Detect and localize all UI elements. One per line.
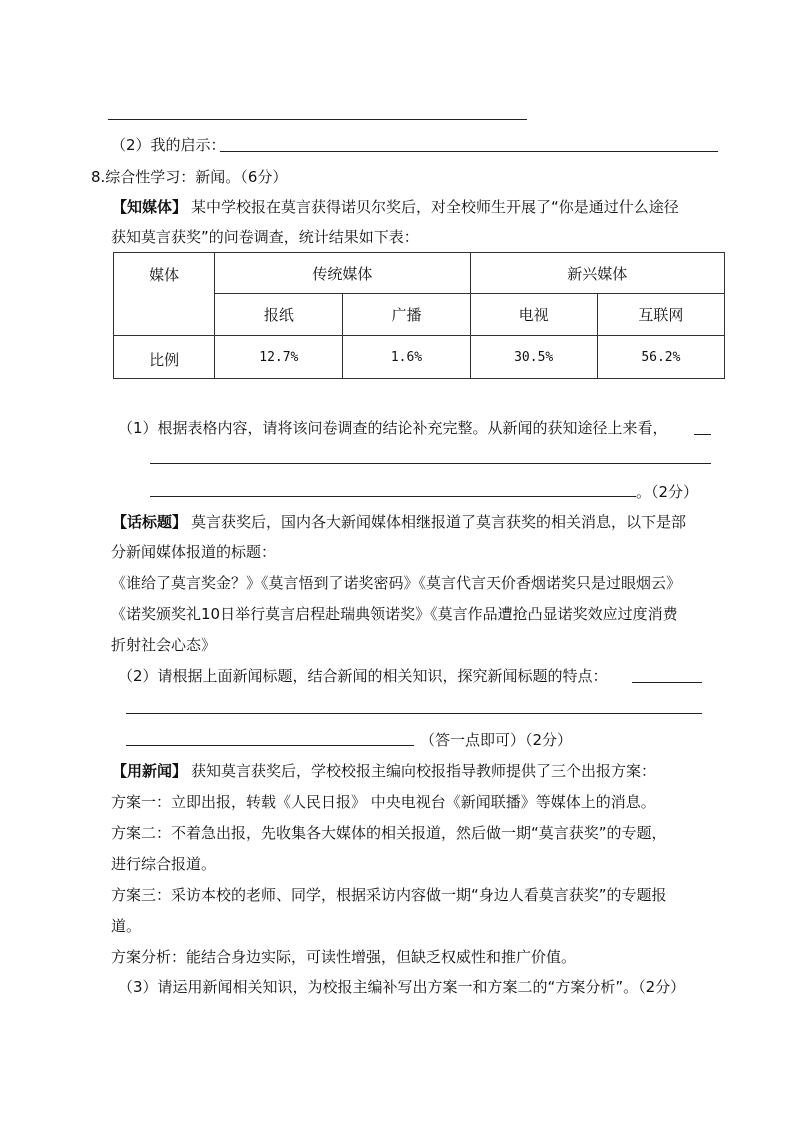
answer-line xyxy=(150,463,711,464)
answer-line xyxy=(108,119,527,120)
answer-line xyxy=(632,682,702,683)
answer-line xyxy=(694,434,711,435)
survey-table xyxy=(113,252,725,379)
part2-tag: 【话标题】 xyxy=(112,513,188,531)
value-cell: 56.2% xyxy=(597,336,724,379)
headlines-line1: 《谁给了莫言奖金？》《莫言悟到了诺奖密码》《莫言代言天价香烟诺奖只是过眼烟云》 xyxy=(111,574,682,592)
headlines-line3: 折射社会心态》 xyxy=(111,636,217,654)
question2-suffix: （答一点即可）（2分） xyxy=(420,731,573,749)
question2-text: （2）请根据上面新闻标题，结合新闻的相关知识，探究新闻标题的特点： xyxy=(118,667,608,685)
question-heading: 8.综合性学习：新闻。（6分） xyxy=(91,168,288,186)
plan2-line1: 方案二：不着急出报，先收集各大媒体的相关报道，然后做一期“莫言获奖”的专题， xyxy=(111,824,667,842)
value-cell: 1.6% xyxy=(343,336,470,379)
part1-intro-line2: 获知莫言获奖”的问卷调查，统计结果如下表： xyxy=(111,228,419,246)
headlines-line2: 《诺奖颁奖礼10日举行莫言启程赴瑞典领诺奖》《莫言作品遭抢凸显诺奖效应过度消费 xyxy=(111,605,678,623)
plan3-line1: 方案三：采访本校的老师、同学，根据采访内容做一期“身边人看莫言获奖”的专题报 xyxy=(111,886,667,904)
answer-line xyxy=(220,151,718,152)
value-cell: 12.7% xyxy=(215,336,343,379)
value-cell: 30.5% xyxy=(470,336,597,379)
question1-suffix: 。（2分） xyxy=(636,483,699,501)
plan1: 方案一：立即出报，转载《人民日报》 中央电视台《新闻联播》等媒体上的消息。 xyxy=(111,793,656,811)
part1-tag: 【知媒体】 xyxy=(112,198,188,216)
part2-intro-line1: 莫言获奖后，国内各大新闻媒体相继报道了莫言获奖的相关消息，以下是部 xyxy=(191,513,687,531)
column-header: 互联网 xyxy=(597,294,724,336)
question3-text: （3）请运用新闻相关知识，为校报主编补写出方案一和方案二的“方案分析”。（2分） xyxy=(118,978,686,996)
part1-intro-line1: 某中学校报在莫言获得诺贝尔奖后，对全校师生开展了“你是通过什么途径 xyxy=(191,198,679,216)
column-header: 电视 xyxy=(470,294,597,336)
part2-intro-line2: 分新闻媒体报道的标题： xyxy=(111,543,277,561)
emerging-header: 新兴媒体 xyxy=(470,253,724,294)
row-label: 比例 xyxy=(114,336,215,379)
column-header: 报纸 xyxy=(215,294,343,336)
part3-intro: 获知莫言获奖后，学校校报主编向校报指导教师提供了三个出报方案： xyxy=(191,762,657,780)
media-header-cell xyxy=(114,253,215,336)
plan2-line2: 进行综合报道。 xyxy=(111,855,217,873)
part3-tag: 【用新闻】 xyxy=(112,762,188,780)
traditional-header: 传统媒体 xyxy=(215,253,470,294)
answer-line xyxy=(126,713,702,714)
question1-text: （1）根据表格内容，请将该问卷调查的结论补充完整。从新闻的获知途径上来看， xyxy=(118,419,668,437)
answer-line xyxy=(150,496,636,497)
media-header: 媒体 xyxy=(149,266,180,284)
column-header: 广播 xyxy=(343,294,470,336)
plan3-line2: 道。 xyxy=(111,917,142,935)
plan-analysis: 方案分析：能结合身边实际，可读性增强，但缺乏权威性和推广价值。 xyxy=(111,948,577,966)
answer-line xyxy=(126,745,414,746)
q7-item2-label: （2）我的启示： xyxy=(111,136,226,154)
